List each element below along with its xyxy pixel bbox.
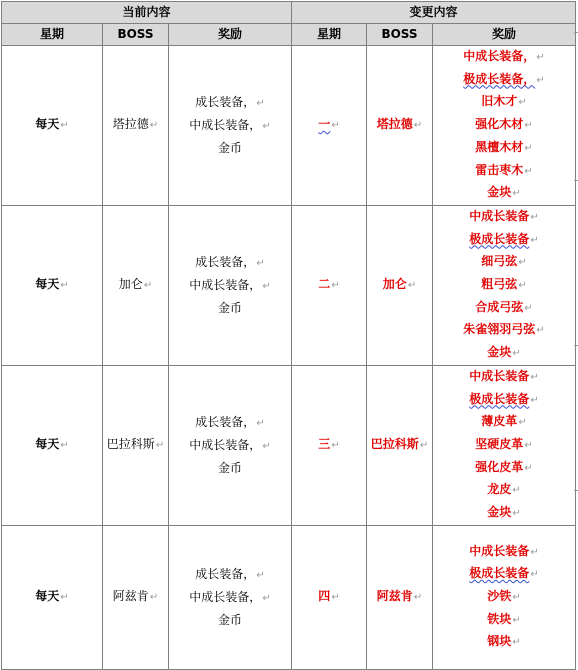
paragraph-mark-icon: ↵ (262, 440, 271, 452)
reward-text: 成长装备， (195, 415, 256, 430)
paragraph-mark-icon: ↵ (413, 120, 423, 132)
paragraph-mark-icon: ↵ (530, 569, 539, 581)
changed-day: 二 (318, 277, 331, 292)
reward-line (433, 274, 575, 297)
reward-text: 薄皮革 (481, 414, 518, 429)
paragraph-mark-icon: ↵ (530, 234, 539, 246)
reward-line (433, 91, 575, 114)
reward-line (433, 46, 575, 69)
reward-text: 旧木才 (481, 94, 518, 109)
reward-text: 金块 (487, 505, 512, 520)
changed-boss: 加仑 (382, 277, 407, 292)
paragraph-mark-icon: ↵ (536, 52, 545, 63)
reward-line (433, 229, 575, 252)
paragraph-mark-icon: ↵ (262, 592, 271, 604)
paragraph-mark-icon: ↵ (155, 439, 165, 451)
current-day-cell (2, 525, 103, 669)
paragraph-mark-icon: ↵ (530, 394, 539, 406)
changed-reward-cell (433, 365, 576, 525)
paragraph-mark-icon: ↵ (518, 257, 527, 269)
paragraph-mark-icon: ↵ (419, 439, 429, 451)
table-body (2, 2, 576, 670)
reward-line (433, 389, 575, 412)
reward-text: 中成长装备， (189, 437, 262, 452)
col-header-changed-boss: BOSS (367, 24, 433, 46)
current-reward-cell (169, 525, 292, 669)
paragraph-mark-icon: ↵ (331, 439, 340, 451)
changed-boss: 巴拉科斯 (370, 436, 419, 451)
reward-line (169, 412, 291, 435)
paragraph-mark-icon: ↵ (518, 417, 527, 429)
reward-line (433, 206, 575, 229)
changed-boss: 阿兹肯 (376, 588, 413, 603)
paragraph-mark-icon: ↵ (512, 508, 521, 520)
margin-mark (574, 32, 578, 33)
paragraph-mark-icon: ↵ (512, 591, 521, 603)
reward-line (433, 586, 575, 609)
reward-text: 朱雀翎羽弓弦 (463, 322, 536, 337)
current-boss: 加仑 (118, 277, 143, 292)
reward-line (433, 411, 575, 434)
changed-boss-cell (367, 525, 433, 669)
reward-line (433, 479, 575, 502)
reward-line (433, 251, 575, 274)
reward-text: 龙皮 (487, 482, 512, 497)
paragraph-mark-icon: ↵ (512, 614, 521, 626)
current-reward-cell (169, 365, 292, 525)
reward-text: 金币 (217, 612, 242, 627)
reward-line (433, 342, 575, 365)
current-day: 每天 (35, 436, 60, 451)
reward-line (433, 457, 575, 480)
reward-line (433, 297, 575, 320)
col-header-changed-reward: 奖励 (433, 24, 576, 46)
reward-text: 合成弓弦 (475, 299, 524, 314)
current-boss: 巴拉科斯 (106, 436, 155, 451)
paragraph-mark-icon: ↵ (331, 120, 340, 132)
paragraph-mark-icon: ↵ (536, 74, 545, 86)
paragraph-mark-icon: ↵ (512, 637, 521, 649)
reward-text: 中成长装备， (189, 589, 262, 604)
reward-text: 强化木材 (475, 117, 524, 132)
reward-line (169, 138, 291, 159)
paragraph-mark-icon: ↵ (512, 348, 521, 360)
changed-reward-cell (433, 205, 576, 365)
reward-text: 中成长装备 (469, 368, 530, 383)
current-boss-cell (103, 205, 169, 365)
changed-boss-cell (367, 46, 433, 206)
current-reward-cell (169, 46, 292, 206)
reward-line (433, 114, 575, 137)
reward-text: 粗弓弦 (481, 277, 518, 292)
reward-line (169, 275, 291, 298)
reward-text: 坚硬皮革 (475, 436, 524, 451)
reward-line (169, 298, 291, 319)
reward-line (433, 563, 575, 586)
group-header-current: 当前内容 (2, 2, 292, 24)
current-boss: 塔拉德 (112, 117, 149, 132)
margin-mark (574, 345, 578, 346)
reward-text: 中成长装备 (469, 543, 530, 558)
paragraph-mark-icon: ↵ (518, 97, 527, 109)
table-row (2, 46, 576, 206)
reward-text: 极成长装备， (463, 71, 536, 86)
paragraph-mark-icon: ↵ (262, 281, 271, 293)
reward-line (169, 252, 291, 275)
paragraph-mark-icon: ↵ (60, 591, 69, 603)
reward-text: 金块 (487, 185, 512, 200)
current-day-cell (2, 365, 103, 525)
changed-day: 四 (318, 588, 331, 603)
reward-line (169, 587, 291, 610)
reward-text: 中成长装备， (189, 118, 262, 133)
reward-line (169, 610, 291, 631)
paragraph-mark-icon: ↵ (536, 325, 545, 337)
paragraph-mark-icon: ↵ (524, 142, 533, 154)
changed-day-cell (292, 365, 367, 525)
reward-text: 黑檀木材 (475, 139, 524, 154)
paragraph-mark-icon: ↵ (262, 121, 271, 133)
reward-line (169, 92, 291, 115)
paragraph-mark-icon: ↵ (524, 302, 533, 314)
paragraph-mark-icon: ↵ (149, 591, 159, 603)
reward-text: 强化皮革 (475, 459, 524, 474)
changed-day-cell (292, 205, 367, 365)
paragraph-mark-icon: ↵ (530, 371, 539, 383)
reward-text: 成长装备， (195, 567, 256, 582)
current-boss: 阿兹肯 (112, 588, 149, 603)
document-page (1, 1, 576, 670)
col-header-changed-day: 星期 (292, 24, 367, 46)
reward-line (433, 319, 575, 342)
reward-line (433, 609, 575, 632)
paragraph-mark-icon: ↵ (256, 418, 265, 430)
paragraph-mark-icon: ↵ (60, 120, 69, 132)
changed-reward-cell (433, 525, 576, 669)
paragraph-mark-icon: ↵ (143, 280, 153, 292)
reward-line (169, 435, 291, 458)
paragraph-mark-icon: ↵ (60, 280, 69, 292)
reward-text: 金币 (217, 300, 242, 315)
current-boss-cell (103, 525, 169, 669)
paragraph-mark-icon: ↵ (256, 258, 265, 270)
paragraph-mark-icon: ↵ (413, 591, 423, 603)
paragraph-mark-icon: ↵ (530, 546, 539, 558)
reward-text: 细弓弦 (481, 254, 518, 269)
paragraph-mark-icon: ↵ (512, 188, 521, 200)
reward-text: 中成长装备， (189, 278, 262, 293)
current-boss-cell (103, 365, 169, 525)
reward-line (433, 160, 575, 183)
reward-line (433, 366, 575, 389)
paragraph-mark-icon: ↵ (518, 280, 527, 292)
reward-line (433, 502, 575, 525)
changed-day: 一 (318, 117, 331, 132)
reward-line (169, 564, 291, 587)
reward-line (169, 458, 291, 479)
paragraph-mark-icon: ↵ (524, 165, 533, 177)
reward-line (433, 69, 575, 92)
changed-day-cell (292, 46, 367, 206)
reward-text: 金币 (217, 460, 242, 475)
current-day: 每天 (35, 277, 60, 292)
reward-text: 中成长装备， (463, 49, 536, 63)
paragraph-mark-icon: ↵ (512, 485, 521, 497)
changed-day-cell (292, 525, 367, 669)
changed-reward-cell (433, 46, 576, 206)
margin-mark (574, 490, 578, 491)
reward-text: 雷击枣木 (475, 162, 524, 177)
current-day-cell (2, 205, 103, 365)
reward-line (433, 631, 575, 654)
paragraph-mark-icon: ↵ (524, 462, 533, 474)
paragraph-mark-icon: ↵ (256, 98, 265, 110)
reward-text: 极成长装备 (469, 391, 530, 406)
table-row (2, 365, 576, 525)
schedule-table (1, 1, 576, 670)
reward-text: 金币 (217, 140, 242, 155)
margin-mark (574, 180, 578, 181)
reward-text: 沙铁 (487, 588, 512, 603)
paragraph-mark-icon: ↵ (407, 280, 417, 292)
paragraph-mark-icon: ↵ (524, 439, 533, 451)
reward-text: 成长装备， (195, 255, 256, 270)
reward-text: 极成长装备 (469, 231, 530, 246)
reward-line (433, 434, 575, 457)
col-header-current-boss: BOSS (103, 24, 169, 46)
paragraph-mark-icon: ↵ (149, 120, 159, 132)
current-reward-cell (169, 205, 292, 365)
changed-day: 三 (318, 436, 331, 451)
changed-boss-cell (367, 205, 433, 365)
table-row (2, 205, 576, 365)
reward-line (169, 115, 291, 138)
reward-text: 金块 (487, 345, 512, 360)
group-header-row (2, 2, 576, 24)
current-day: 每天 (35, 117, 60, 132)
paragraph-mark-icon: ↵ (524, 120, 533, 132)
reward-text: 极成长装备 (469, 566, 530, 581)
reward-text: 铁块 (487, 611, 512, 626)
col-header-current-reward: 奖励 (169, 24, 292, 46)
changed-boss: 塔拉德 (376, 117, 413, 132)
paragraph-mark-icon: ↵ (256, 570, 265, 582)
col-header-current-day: 星期 (2, 24, 103, 46)
reward-text: 钢块 (487, 634, 512, 649)
reward-text: 成长装备， (195, 95, 256, 110)
column-header-row (2, 24, 576, 46)
current-day: 每天 (35, 588, 60, 603)
reward-text: 中成长装备 (469, 208, 530, 223)
paragraph-mark-icon: ↵ (60, 439, 69, 451)
table-row (2, 525, 576, 669)
current-boss-cell (103, 46, 169, 206)
reward-line (433, 182, 575, 205)
paragraph-mark-icon: ↵ (530, 211, 539, 223)
reward-line (433, 137, 575, 160)
current-day-cell (2, 46, 103, 206)
paragraph-mark-icon: ↵ (331, 280, 340, 292)
reward-line (433, 541, 575, 564)
group-header-changed: 变更内容 (292, 2, 576, 24)
changed-boss-cell (367, 365, 433, 525)
paragraph-mark-icon: ↵ (331, 591, 340, 603)
